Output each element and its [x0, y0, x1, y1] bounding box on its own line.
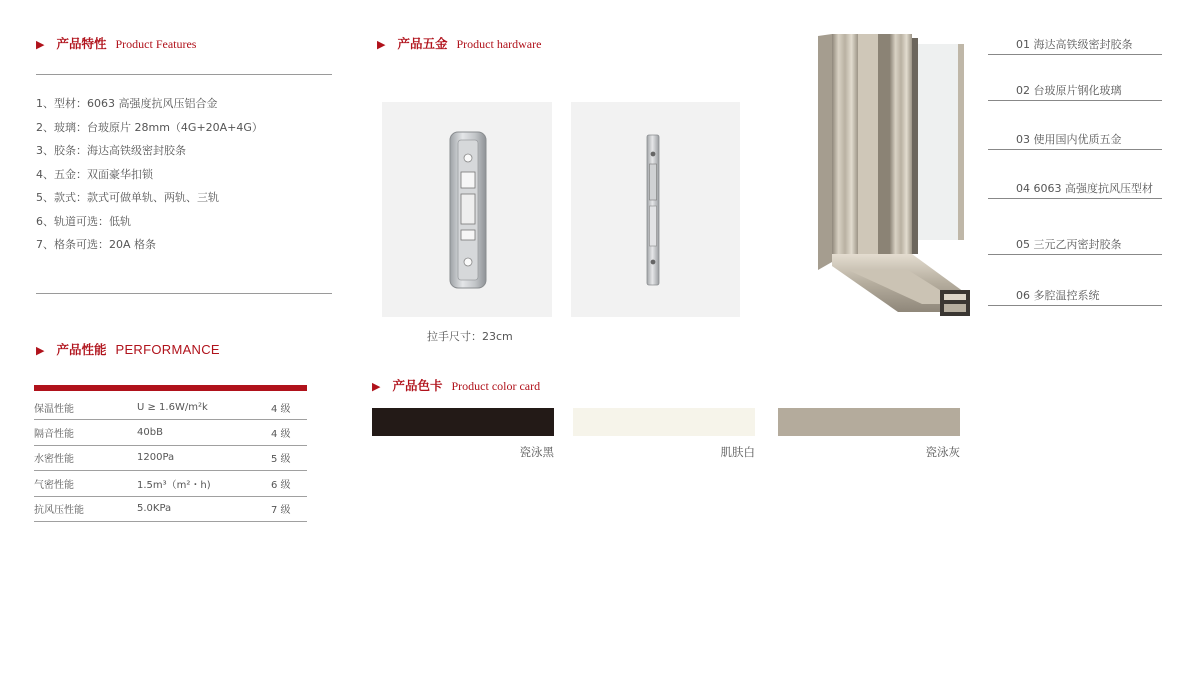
table-row: [34, 420, 307, 445]
color-swatch-gray: [778, 408, 960, 436]
arrow-right-icon: ▶: [36, 344, 45, 357]
profile-callout-text: 04 6063 高强度抗风压型材: [1016, 182, 1153, 195]
hardware-caption: 拉手尺寸：23cm: [427, 330, 513, 343]
list-item: 4、五金：双面豪华扣锁: [36, 167, 153, 181]
color-card-title-cn: 产品色卡: [392, 378, 443, 393]
arrow-right-icon: ▶: [372, 380, 381, 393]
profile-callout-text: 05 三元乙丙密封胶条: [1016, 238, 1122, 251]
hardware-title-en: Product hardware: [456, 37, 542, 51]
performance-value: 5.0KPa: [137, 496, 271, 521]
performance-value: U ≥ 1.6W/m²k: [137, 395, 271, 420]
performance-title-cn: 产品性能: [56, 342, 107, 357]
arrow-right-icon: ▶: [36, 38, 45, 51]
hardware-title-cn: 产品五金: [397, 36, 448, 51]
performance-name: 气密性能: [34, 471, 137, 496]
performance-grade: 5 级: [271, 445, 307, 470]
performance-name: 保温性能: [34, 395, 137, 420]
color-swatch-black: [372, 408, 554, 436]
list-item: 7、格条可选：20A 格条: [36, 238, 157, 251]
list-item: 3、胶条：海达高铁级密封胶条: [36, 144, 186, 157]
performance-header: [36, 340, 220, 358]
divider: [36, 293, 332, 294]
performance-accent-bar: [34, 385, 307, 391]
hardware-image-lock-front: [382, 102, 552, 317]
profile-callout-text: 01 海达高铁级密封胶条: [1016, 38, 1133, 51]
lock-strip-image: [571, 102, 740, 317]
color-card-title-en: Product color card: [451, 379, 541, 393]
arrow-right-icon: ▶: [377, 38, 386, 51]
profile-callout: [988, 131, 1162, 150]
profile-callout: [988, 180, 1162, 199]
features-title-en: Product Features: [115, 37, 197, 51]
performance-name: 隔音性能: [34, 420, 137, 445]
features-list: [36, 96, 263, 261]
performance-grade: 6 级: [271, 471, 307, 496]
profile-callout: [988, 36, 1162, 55]
hardware-image-lock-side: [571, 102, 740, 317]
color-swatch-label: 瓷泳黑: [519, 445, 554, 459]
list-item: 1、型材：6063 高强度抗风压铝合金: [36, 97, 218, 110]
performance-value: 1.5m³（m²・h): [137, 471, 271, 496]
performance-value: 40bB: [137, 420, 271, 445]
performance-title-en: PERFORMANCE: [115, 342, 220, 357]
features-header: [36, 34, 196, 52]
performance-grade: 4 级: [271, 420, 307, 445]
divider: [36, 74, 332, 75]
table-row: [34, 471, 307, 496]
profile-callout-text: 06 多腔温控系统: [1016, 289, 1100, 302]
performance-name: 抗风压性能: [34, 496, 137, 521]
profile-callout-text: 02 台玻原片钢化玻璃: [1016, 84, 1122, 97]
list-item: 2、玻璃：台玻原片 28mm（4G+20A+4G）: [36, 120, 263, 134]
performance-grade: 4 级: [271, 395, 307, 420]
profile-callout: [988, 287, 1162, 306]
color-swatch-label: 肌肤白: [720, 445, 755, 459]
profile-callout: [988, 82, 1162, 101]
list-item: 5、款式：款式可做单轨、两轨、三轨: [36, 191, 219, 204]
profile-callout-text: 03 使用国内优质五金: [1016, 133, 1122, 146]
performance-table: [34, 395, 307, 522]
performance-name: 水密性能: [34, 445, 137, 470]
list-item: 6、轨道可选：低轨: [36, 214, 131, 228]
performance-value: 1200Pa: [137, 445, 271, 470]
table-row: [34, 496, 307, 521]
lock-plate-image: [382, 102, 552, 317]
hardware-header: [377, 34, 541, 52]
table-row: [34, 445, 307, 470]
color-swatch-label: 瓷泳灰: [925, 445, 960, 459]
profile-callout: [988, 236, 1162, 255]
color-swatch-white: [573, 408, 755, 436]
table-row: [34, 395, 307, 420]
color-card-header: [372, 376, 540, 394]
features-title-cn: 产品特性: [56, 36, 107, 51]
performance-grade: 7 级: [271, 496, 307, 521]
window-profile-image: [812, 30, 974, 325]
